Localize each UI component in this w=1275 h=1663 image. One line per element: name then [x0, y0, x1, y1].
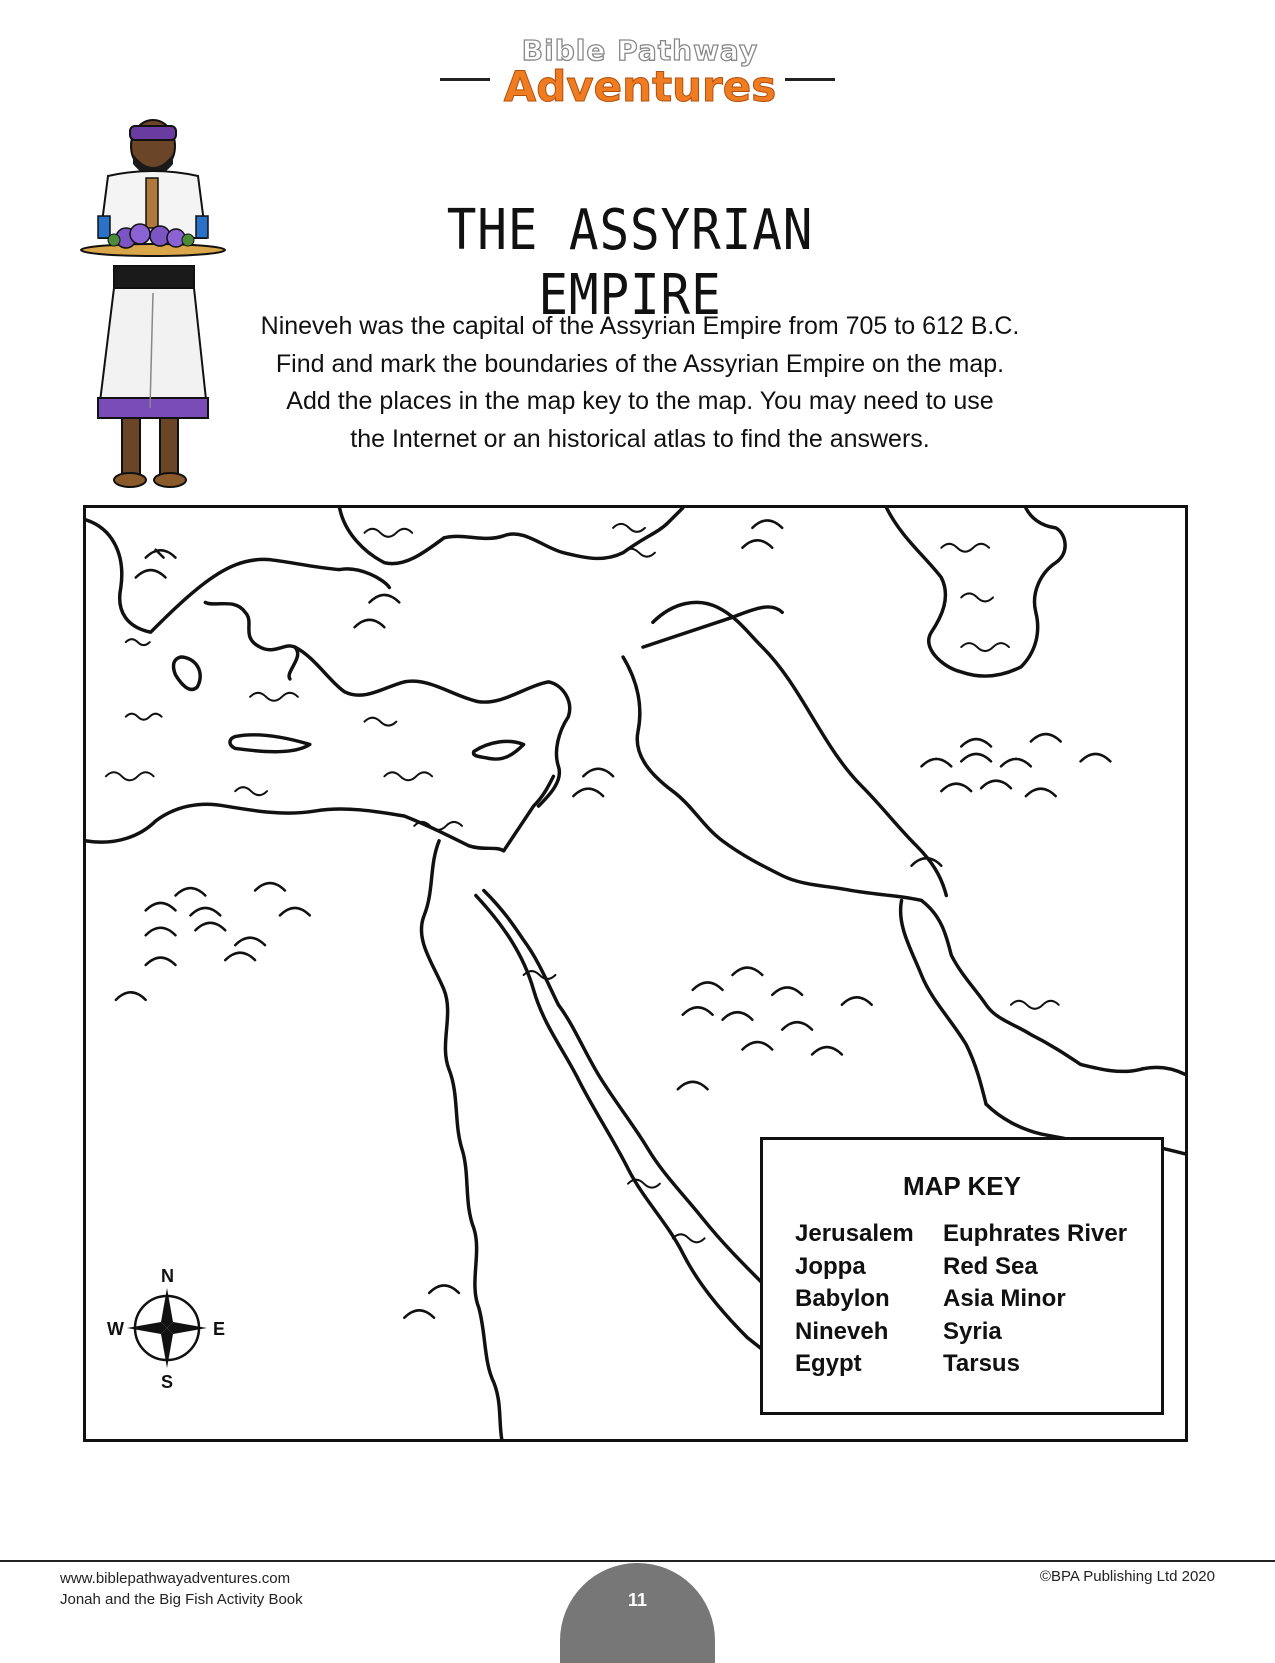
mountain-mark — [136, 570, 166, 577]
mountain-mark — [146, 923, 265, 945]
wave-mark — [1011, 1001, 1059, 1009]
persian-gulf-north — [921, 900, 1185, 1074]
coastline-greece — [86, 520, 389, 632]
mountain-mark — [678, 1082, 708, 1089]
wave-mark — [235, 787, 267, 795]
mountain-mark — [355, 620, 385, 627]
wave-mark — [941, 544, 989, 552]
mountain-mark — [941, 781, 1055, 796]
compass-west: W — [107, 1319, 124, 1339]
instructions-paragraph — [210, 308, 1070, 458]
wave-mark — [364, 718, 396, 726]
map-key-column-right — [943, 1218, 1127, 1381]
instructions-line: Add the places in the map key to the map. You may need to use — [286, 387, 994, 415]
wave-mark — [384, 772, 432, 780]
coastline-caspian — [887, 508, 1065, 676]
instructions-line: Find and mark the boundaries of the Assyrian Empire on the map. — [275, 349, 1005, 378]
logo-main-text: Adventures — [503, 62, 777, 111]
compass-east: E — [213, 1319, 226, 1339]
wave-mark — [126, 639, 150, 645]
coastline-levant — [504, 776, 554, 851]
euphrates-river — [623, 657, 921, 900]
mountain-mark — [742, 540, 772, 547]
footer-website: www.biblepathwayadventures.com — [60, 1570, 291, 1587]
page-number: 11 — [627, 1590, 648, 1610]
map-key-item: Nineveh — [795, 1317, 889, 1345]
page-title: THE ASSYRIAN EMPIRE — [446, 198, 814, 328]
footer-left — [60, 1568, 303, 1610]
instructions-line: the Internet or an historical atlas to find the answers. — [350, 424, 930, 453]
mountain-mark — [921, 754, 1030, 766]
instructions-line: Nineveh was the capital of the Assyrian Empire from 705 to 612 B.C. — [260, 312, 1020, 340]
island-crete — [230, 735, 310, 752]
tigris-river — [653, 602, 946, 895]
wave-mark — [628, 1180, 660, 1188]
mountain-mark — [693, 968, 802, 995]
map-key-item: Red Sea — [943, 1252, 1038, 1280]
coastline-aegean — [205, 602, 297, 679]
map-key-item: Asia Minor — [943, 1285, 1066, 1312]
compass-rose-icon — [107, 1262, 237, 1392]
jonah-figure-illustration — [78, 118, 228, 506]
logo-top-text: Bible Pathway — [521, 34, 759, 67]
footer-copyright: ©BPA Publishing Ltd 2020 — [1039, 1568, 1215, 1585]
mountain-mark — [911, 858, 941, 865]
map-key-item: Joppa — [795, 1252, 866, 1280]
footer-book-title: Jonah and the Big Fish Activity Book — [60, 1591, 303, 1608]
mountain-mark — [146, 550, 176, 558]
coastline-north-africa — [86, 804, 504, 851]
page-number-tab — [560, 1563, 715, 1663]
mountain-mark — [961, 734, 1110, 761]
wave-mark — [126, 714, 162, 720]
map-key-item: Euphrates River — [943, 1220, 1128, 1247]
compass-north: N — [161, 1266, 174, 1286]
map-key-item: Jerusalem — [795, 1220, 914, 1247]
map-key-item: Syria — [943, 1317, 1002, 1345]
island-peloponnese — [173, 657, 200, 689]
map-key-item: Egypt — [795, 1350, 862, 1377]
wave-mark — [250, 693, 298, 701]
map-key-box — [760, 1137, 1164, 1415]
mountain-mark — [573, 789, 603, 796]
wave-mark — [961, 643, 1009, 651]
mountain-mark — [146, 888, 221, 915]
brand-logo — [430, 30, 850, 120]
map-key-item: Tarsus — [943, 1350, 1020, 1377]
wave-mark — [364, 529, 412, 537]
mountain-mark — [583, 769, 613, 776]
nile-river — [421, 841, 501, 1439]
island-cyprus — [474, 741, 524, 759]
footer-divider — [0, 1560, 1275, 1562]
mountain-mark — [683, 1007, 812, 1029]
map-key-title: MAP KEY — [903, 1171, 1021, 1201]
map-key-column-left — [795, 1218, 914, 1381]
map-key-item: Babylon — [795, 1285, 890, 1312]
coastline-anatolia-south — [295, 647, 570, 806]
mountain-mark — [404, 1285, 459, 1317]
mountain-mark — [369, 595, 399, 602]
wave-mark — [623, 549, 655, 557]
compass-south: S — [161, 1372, 174, 1392]
mountain-mark — [146, 908, 310, 965]
wave-mark — [613, 524, 645, 532]
wave-mark — [961, 593, 993, 601]
mountain-mark — [752, 520, 782, 527]
wave-mark — [106, 772, 154, 780]
